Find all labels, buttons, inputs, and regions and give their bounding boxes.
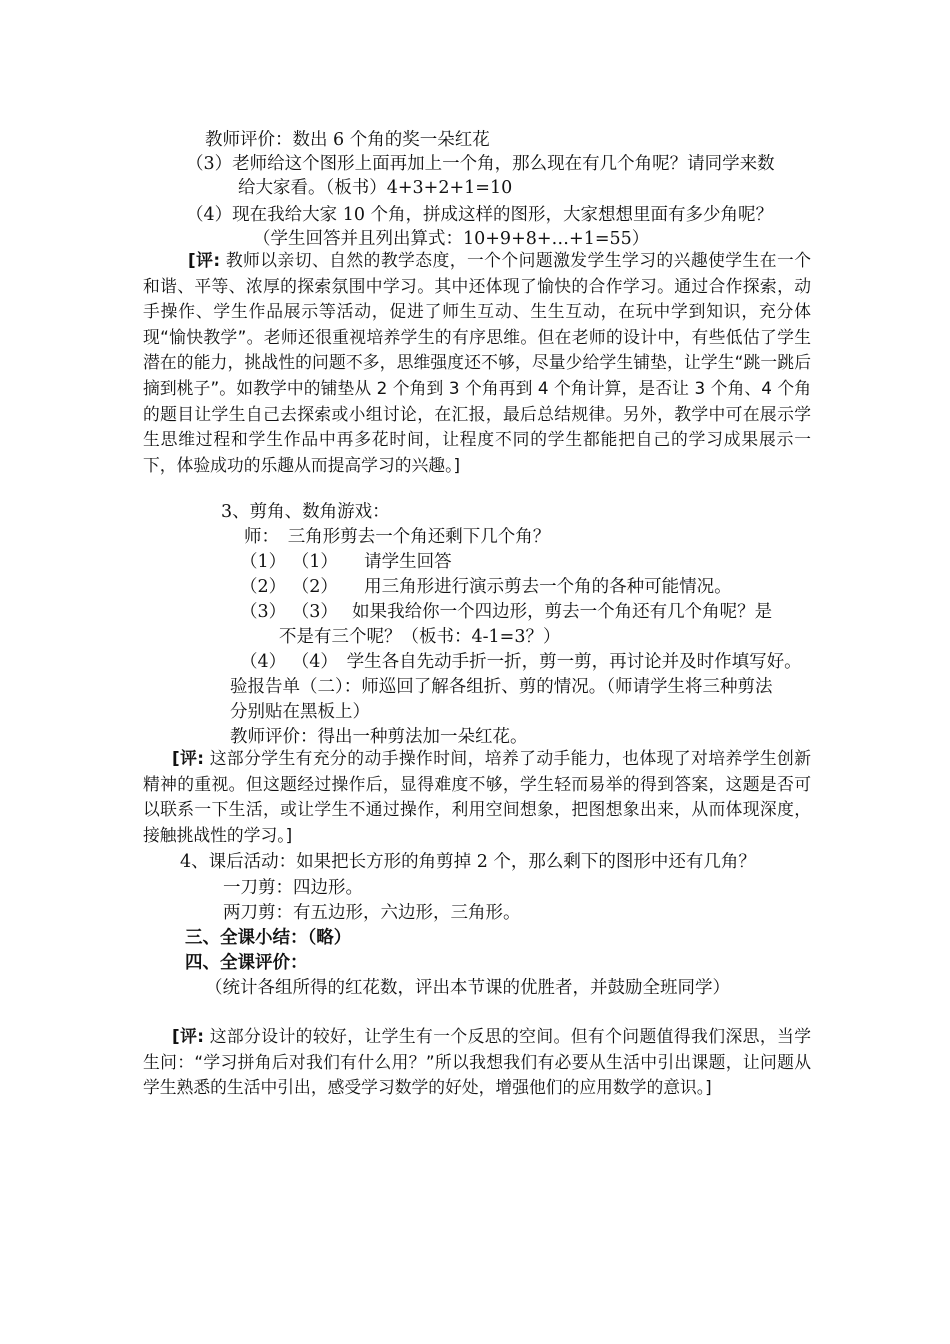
teacher-evaluation-line-2: 教师评价：得出一种剪法加一朵红花。 xyxy=(230,727,528,747)
list-item-2: （2） （2） 用三角形进行演示剪去一个角的各种可能情况。 xyxy=(240,577,732,597)
comment-tag: [评: xyxy=(172,1026,204,1046)
comment-text: 这部分设计的较好，让学生有一个反思的空间。但有个问题值得我们深思，当学生问：“学习拼角后对我们有什么用？”所以我想我们有必要从生活中引出课题，让问题从学生熟悉的生活中引出，感受学习数学的好处，增强他们的应用数学的意识。] xyxy=(143,1026,811,1098)
list-item-1: （1） （1） 请学生回答 xyxy=(240,552,452,572)
list-item-3-continuation: 不是有三个呢？（板书：4-1=3？） xyxy=(279,627,561,647)
comment-tag: [评: xyxy=(188,250,221,270)
question-4-line: （4）现在我给大家 10 个角，拼成这样的图形，大家想想里面有多少角呢？ xyxy=(186,205,774,225)
list-item-4-continuation-2: 分别贴在黑板上） xyxy=(230,702,370,722)
comment-text: 这部分学生有充分的动手操作时间，培养了动手能力，也体现了对培养学生创新精神的重视。但这题经过操作后，显得难度不够，学生轻而易举的得到答案，这题是否可以联系一下生活，或让学生不通过操作，利用空间想象，把图想象出来，从而体现深度，接触挑战性的学习。] xyxy=(143,748,811,845)
question-3-continuation: 给大家看。（板书）4+3+2+1=10 xyxy=(238,178,513,198)
cut-twice-line: 两刀剪：有五边形，六边形，三角形。 xyxy=(223,903,521,923)
teacher-question: 师： 三角形剪去一个角还剩下几个角？ xyxy=(244,527,551,547)
evaluation-text: （统计各组所得的红花数，评出本节课的优胜者，并鼓励全班同学） xyxy=(205,978,730,998)
cut-once-line: 一刀剪：四边形。 xyxy=(223,878,363,898)
question-3-line: （3）老师给这个图形上面再加上一个角，那么现在有几个角呢？请同学来数 xyxy=(186,154,775,174)
evaluation-heading: 四、全课评价： xyxy=(185,953,308,973)
teacher-evaluation-line: 教师评价：数出 6 个角的奖一朵红花 xyxy=(205,130,490,150)
comment-tag: [评: xyxy=(172,748,204,768)
list-item-4: （4） （4） 学生各自先动手折一折，剪一剪，再讨论并及时作填写好。 xyxy=(240,652,802,672)
section-3-heading: 3、剪角、数角游戏： xyxy=(221,502,390,522)
comment-text: 教师以亲切、自然的教学态度，一个个问题激发学生学习的兴趣使学生在一个和谐、平等、浓厚的探索氛围中学习。其中还体现了愉快的合作学习。通过合作探索，动手操作、学生作品展示等活动，促进了师生互动、生生互动，在玩中学到知识，充分体现“愉快教学”。老师还很重视培养学生的有序思维。但在老师的设计中，有些低估了学生潜在的能力，挑战性的问题不多，思维强度还不够，尽量少给学生铺垫，让学生“跳一跳后摘到桃子”。如教学中的铺垫从 2 个角到 3 个角再到 4 个角计算，是否让 3 个角、4 个角的题目让学生自己去探索或小组讨论，在汇报，最后总结规律。另外，教学中可在展示学生思维过程和学生作品中再多花时间，让程度不同的学生都能把自己的学习成果展示一下，体验成功的乐趣从而提高学习的兴趣。] xyxy=(143,250,811,475)
summary-heading: 三、全课小结：（略） xyxy=(185,928,352,948)
list-item-4-continuation: 验报告单（二）：师巡回了解各组折、剪的情况。（师请学生将三种剪法 xyxy=(230,677,773,697)
student-answer-line: （学生回答并且列出算式：10+9+8+…+1=55） xyxy=(253,229,650,249)
comment-block-3 xyxy=(143,1024,811,1101)
comment-block-1 xyxy=(143,248,811,478)
section-4-heading: 4、课后活动：如果把长方形的角剪掉 2 个，那么剩下的图形中还有几角？ xyxy=(180,852,756,872)
comment-block-2 xyxy=(143,746,811,848)
list-item-3: （3） （3） 如果我给你一个四边形，剪去一个角还有几个角呢？是 xyxy=(240,602,773,622)
